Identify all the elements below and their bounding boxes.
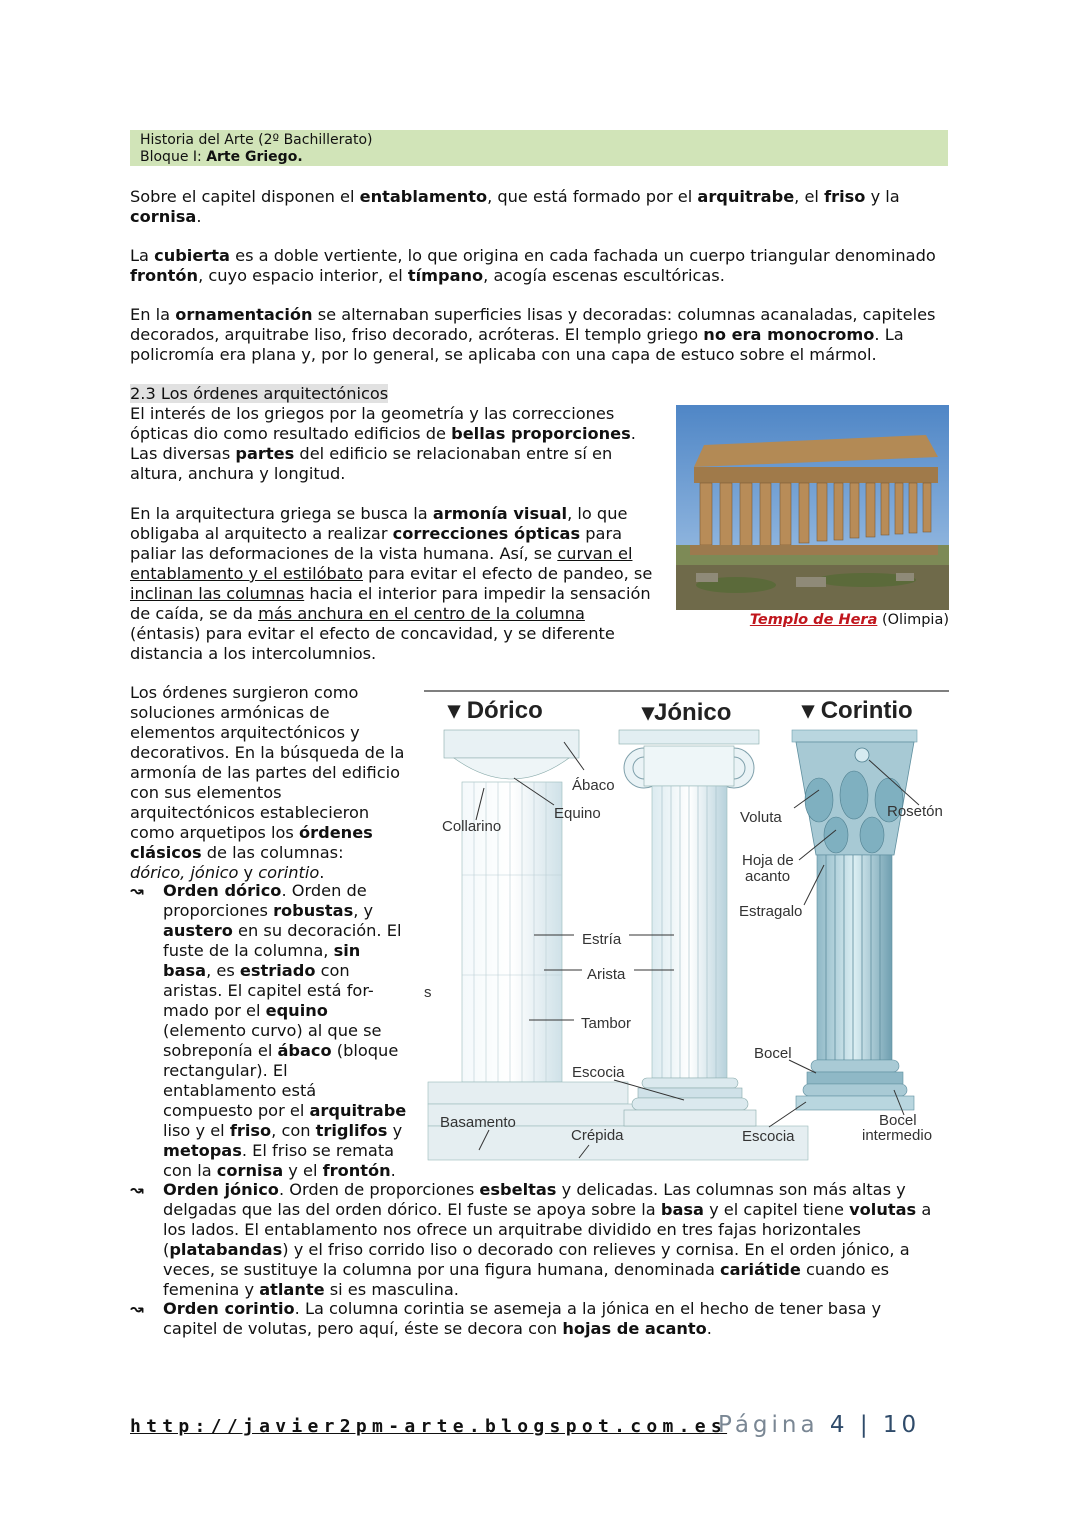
paragraph-ornamentacion: En la ornamentación se alternaban superficies lisas y decoradas: columnas acanaladas, capiteles decorados, arquitrabe liso, friso decorado, acróteras. El templo griego no era monocromo. La policromía era plana y, por lo general, se aplicaba con una capa de estuco sobre el mármol. xyxy=(130,305,936,364)
label-tambor: Tambor xyxy=(581,1015,632,1032)
label-estria: Estría xyxy=(582,931,622,948)
label-bocel-intermedio-1: Bocel xyxy=(879,1112,917,1129)
label-roseton: Rosetón xyxy=(887,803,943,820)
footer-blog-link[interactable]: http://javier2pm-arte.blogspot.com.es xyxy=(130,1416,728,1437)
label-hoja-2: acanto xyxy=(745,868,791,885)
bullet-arrow-icon: ↝ xyxy=(130,1180,144,1199)
section-ordenes: 2.3 Los órdenes arquitectónicos El interés de los griegos por la geometría y las correcciones ópticas dio como resultado edificios de bellas proporciones. Las diversas partes del edificio se relacionaban entre sí en altura, anchura y longitud. En la arquitectura griega se busca la armonía visual, lo que obligaba al arquitecto a realizar correcciones ópticas para paliar las deformaciones de la vista humana. Así, se curvan el entablamento y el estilóbato para evitar el efecto de pandeo, se inclinan las columnas hacia el interior para impedir la sensación de caída, se da más anchura en el centro de la columna (éntasis) para evitar el efecto de concavidad, y se diferente distancia a los intercolumnios. xyxy=(130,384,653,663)
photo-caption: Templo de Hera (Olimpia) xyxy=(749,612,949,628)
bullet-doric: ↝ Orden dórico. Orden de proporciones robustas, y austero en su decoración. El fuste de la columna, sin basa, es estriado con aristas. El capitel está for- mado por el equino (elemento curvo) al que se sobreponía el ábaco (bloque rectangular). El entablamento está compuesto por el arquitrabe liso y el friso, con triglifos y metopas. El friso se remata con la cornisa y el frontón. xyxy=(130,881,407,1180)
caption-reference: Templo de Hera xyxy=(749,612,878,628)
label-basamento: Basamento xyxy=(440,1114,516,1131)
bullet-arrow-icon: ↝ xyxy=(130,1299,144,1318)
temple-photo xyxy=(676,405,949,610)
label-bocel-intermedio-2: intermedio xyxy=(862,1127,933,1144)
label-voluta: Voluta xyxy=(740,809,782,826)
label-collarino: Collarino xyxy=(442,818,502,835)
paragraph-entablamento: Sobre el capitel disponen el entablamento, que está formado por el arquitrabe, el friso y la cornisa. xyxy=(130,187,900,226)
label-escocia-2: Escocia xyxy=(742,1128,795,1145)
label-arista: Arista xyxy=(587,966,626,983)
orders-intro: Los órdenes surgieron como soluciones armónicas de elementos arquitectónicos y decorativos. En la búsqueda de la armonía de las partes del edificio con sus elementos arquitectónicos establecieron como arquetipos los órdenes clásicos de las columnas: dórico, jónico y corintio. xyxy=(130,683,405,882)
label-crepida: Crépida xyxy=(571,1127,624,1144)
ionic-column xyxy=(619,730,759,1126)
label-escocia: Escocia xyxy=(572,1064,625,1081)
diagram-title-ionic: ▾Jónico xyxy=(642,699,732,726)
bullet-ionic: ↝ Orden jónico. Orden de proporciones esbeltas y delicadas. Las columnas son más altas y delgadas que las del orden dórico. El fuste se apoya sobre la basa y el capitel tiene volutas a los lados. El entablamento nos ofrece un arquitrabe dividido en tres fajas horizontales (platabandas) y el friso corrido liso o decorado con relieves y cornisa. En el orden jónico, a veces, se sustituye la columna por una figura humana, denominada cariátide cuando es femenina y atlante si es masculina. xyxy=(130,1180,932,1299)
corinthian-column xyxy=(792,730,917,1110)
edge-mark: s xyxy=(424,984,432,1001)
label-equino: Equino xyxy=(554,805,601,822)
header-course: Historia del Arte (2º Bachillerato) xyxy=(140,132,373,148)
label-abaco: Ábaco xyxy=(572,777,615,794)
document-header xyxy=(130,130,948,166)
paragraph-cubierta: La cubierta es a doble vertiente, lo que origina en cada fachada un cuerpo triangular denominado frontón, cuyo espacio interior, el tímpano, acogía escenas escultóricas. xyxy=(130,246,936,285)
label-bocel: Bocel xyxy=(754,1045,792,1062)
bullet-arrow-icon: ↝ xyxy=(130,881,144,900)
footer-page-number: Página 4 | 10 xyxy=(718,1412,921,1438)
doric-column xyxy=(444,730,579,1082)
diagram-title-corinthian: ▾ Corintio xyxy=(802,697,913,724)
section-title: 2.3 Los órdenes arquitectónicos xyxy=(130,384,389,403)
label-hoja-1: Hoja de xyxy=(742,852,794,869)
diagram-title-doric: ▾ Dórico xyxy=(448,697,543,724)
orders-diagram xyxy=(424,690,949,1165)
label-estragalo: Estragalo xyxy=(739,903,803,920)
header-block: Bloque I: Arte Griego. xyxy=(140,149,303,165)
bullet-corinthian: ↝ Orden corintio. La columna corintia se asemeja a la jónica en el hecho de tener basa y capitel de volutas, pero aquí, éste se decora con hojas de acanto. xyxy=(130,1299,882,1338)
